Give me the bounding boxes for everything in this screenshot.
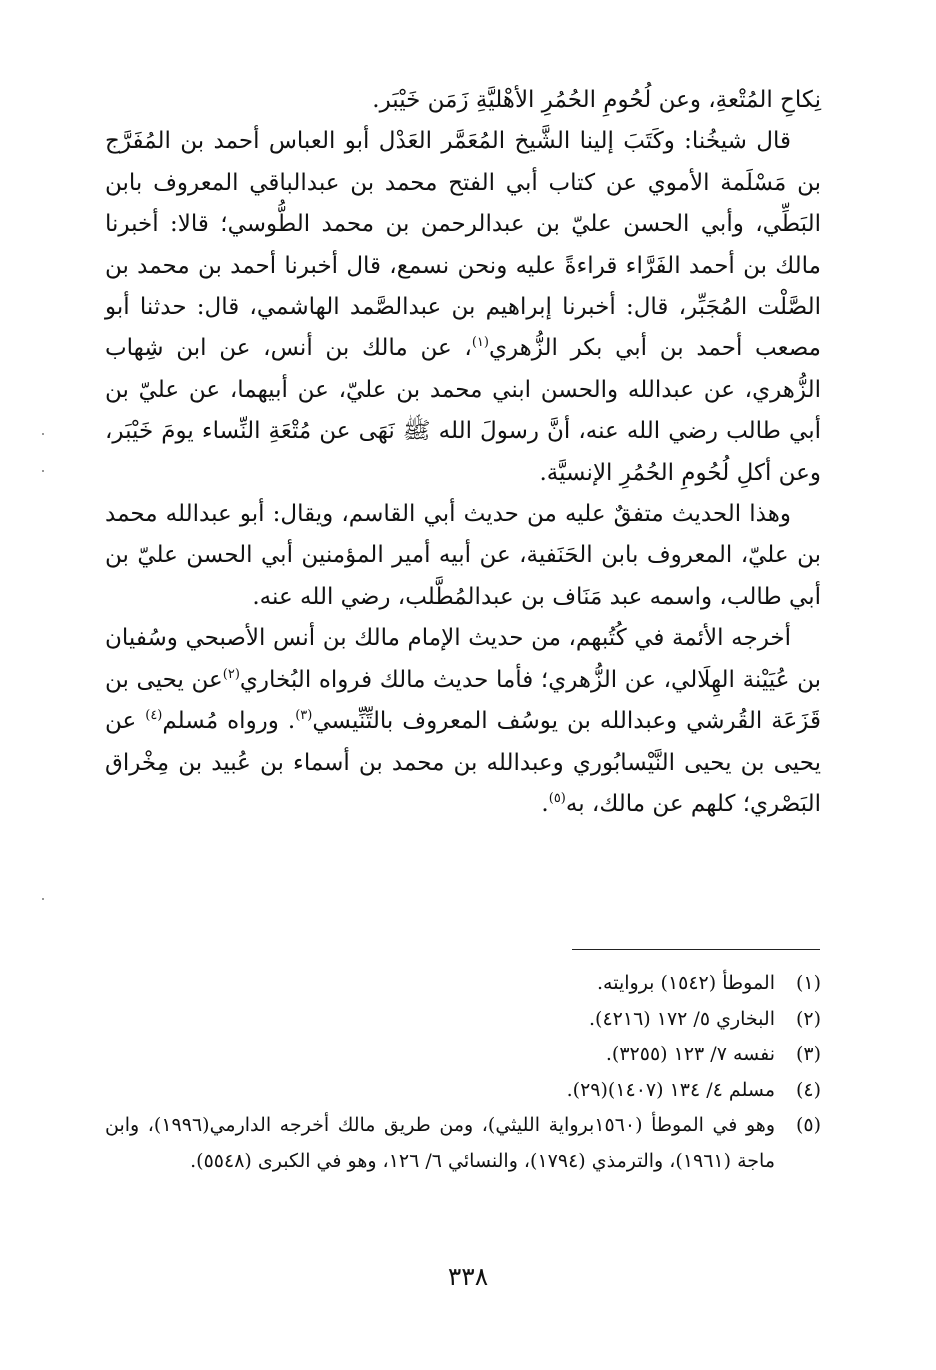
footnote-ref: (٢): [222, 666, 240, 682]
footnote-text: الموطأ (١٥٤٢) بروايته.: [597, 972, 775, 994]
paragraph-text: ، عن مالك بن أنس، عن ابن شِهاب الزُّهري، عن عبدالله والحسن ابني محمد بن عليّ، عن أبيهما، عن عليّ بن أبي طالب رضي الله عنه، أنَّ رسولَ الله ﷺ نَهَى عن مُتْعَةِ النِّساء يومَ خَيْبَر، وعن أكلِ لُحُومِ الحُمُرِ الإنسيَّة.: [105, 335, 821, 486]
paragraph-text: وهذا الحديث متفقٌ عليه من حديث أبي القاسم، ويقال: أبو عبدالله محمد بن عليّ، المعروف بابن الحَنَفية، عن أبيه أمير المؤمنين أبي الحسن عليّ بن أبي طالب، واسمه عبد مَنَاف بن عبدالمُطَّلب، رضي الله عنه.: [105, 501, 821, 610]
footnote-item: [105, 1108, 821, 1179]
footnote-item: [105, 966, 821, 1002]
page-number: ٣٣٨: [447, 1262, 489, 1291]
paragraph-text: عن يحيى بن قَزَعَة القُرشي وعبدالله بن يوسُف المعروف بالتِّنِّيسي: [105, 666, 821, 735]
footnote-number: (٤): [795, 1078, 821, 1101]
footnote-number: (٥): [795, 1114, 821, 1136]
main-text-body: [105, 80, 821, 825]
footnote-divider: [572, 949, 820, 950]
paragraph-text: .: [541, 790, 549, 817]
scan-speck: [42, 898, 44, 900]
footnote-number: (١): [795, 972, 821, 994]
paragraph-text: أخرجه الأئمة في كُتُبهم، من حديث الإمام مالك بن أنس الأصبحي وسُفيان بن عُيَيْنة الهِلَالي، عن الزُّهري؛ فأما حديث مالك فرواه البُخاري: [105, 625, 821, 693]
footnotes-section: [105, 966, 821, 1179]
paragraph-text: . ورواه مُسلم: [162, 708, 296, 735]
footnote-ref: (٥): [548, 790, 566, 806]
footnote-ref: (٤): [145, 708, 163, 724]
body-paragraph: [105, 121, 821, 494]
scan-speck: [42, 433, 44, 435]
footnote-text: مسلم ٤/ ١٣٤ (١٤٠٧)(٢٩).: [566, 1078, 775, 1101]
paragraph-text: عن يحيى بن يحيى النَّيْسابُوري وعبدالله بن محمد بن أسماء بن عُبيد بن مِخْراق البَصْري؛ كلهم عن مالك، به: [105, 708, 821, 817]
paragraph-text: نِكاحِ المُتْعةِ، وعن لُحُومِ الحُمُرِ الأهْليَّةِ زَمَن خَيْبَر.: [372, 87, 821, 113]
footnote-text: وهو في الموطأ (١٥٦٠برواية الليثي)، ومن طريق مالك أخرجه الدارمي(١٩٩٦)، وابن ماجة (١٩٦١)، والترمذي (١٧٩٤)، والنسائي ٦/ ١٢٦، وهو في الكبرى (٥٥٤٨).: [105, 1114, 775, 1172]
footnote-text: نفسه ٧/ ١٢٣ (٣٢٥٥).: [605, 1043, 775, 1065]
footnote-ref: (١): [471, 335, 489, 351]
footnote-item: [105, 1002, 821, 1038]
footnote-number: (٢): [795, 1007, 821, 1030]
paragraph-text: قال شيخُنا: وكَتَبَ إلينا الشَّيخ المُعَمَّر العَدْل أبو العباس أحمد بن المُفَرَّج بن مَسْلَمة الأموي عن كتاب أبي الفتح محمد بن عبدالباقي المعروف بابن البَطِّي، وأبي الحسن عليّ بن عبدالرحمن بن محمد الطُّوسي؛ قالا: أخبرنا مالك بن أحمد الفَرَّاء قراءةً عليه ونحن نسمع، قال أخبرنا أحمد بن محمد بن الصَّلْت المُجَبِّر، قال: أخبرنا إبراهيم بن عبدالصَّمد الهاشمي، قال: حدثنا أبو مصعب أحمد بن أبي بكر الزُّهري: [105, 128, 821, 362]
footnote-text: البخاري ٥/ ١٧٢ (٤٢١٦).: [589, 1007, 775, 1030]
scan-speck: [42, 470, 44, 472]
body-paragraph: [105, 618, 821, 825]
body-paragraph: [105, 80, 821, 121]
footnote-number: (٣): [795, 1043, 821, 1065]
footnote-item: [105, 1073, 821, 1109]
footnote-item: [105, 1037, 821, 1073]
footnote-ref: (٣): [295, 708, 313, 724]
body-paragraph: [105, 494, 821, 618]
